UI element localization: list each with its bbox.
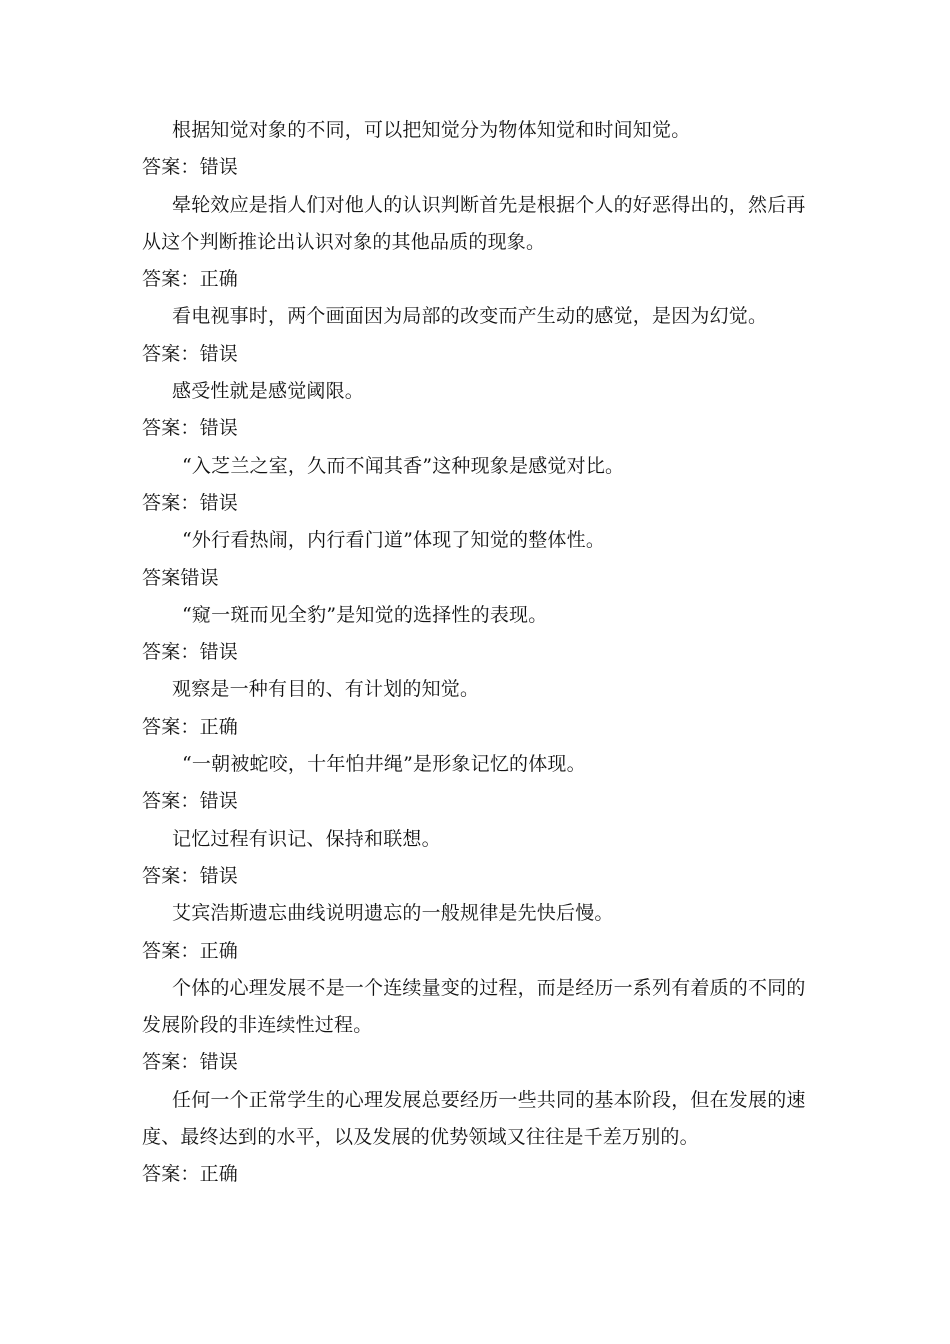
question-text-continued: 从这个判断推论出认识对象的其他品质的现象。 (142, 230, 546, 253)
answer: 答案：错误 (142, 864, 239, 887)
qa-item (142, 522, 806, 597)
answer: 答案：错误 (142, 1051, 239, 1074)
answer: 答案：错误 (142, 156, 239, 179)
question (142, 1082, 806, 1157)
answer: 答案：错误 (142, 641, 239, 664)
answer: 答案：错误 (142, 342, 239, 365)
question-text: “一朝被蛇咬，十年怕井绳”是形象记忆的体现。 (182, 753, 586, 776)
question-text: 根据知觉对象的不同，可以把知觉分为物体知觉和时间知觉。 (172, 119, 691, 141)
answer: 答案：错误 (142, 790, 239, 813)
qa-item (142, 187, 806, 299)
question-text: 看电视事时，两个画面因为局部的改变而产生动的感觉，是因为幻觉。 (172, 305, 768, 328)
qa-item (142, 821, 806, 896)
qa-item (142, 671, 806, 746)
question (142, 112, 806, 149)
answer: 答案：正确 (142, 715, 239, 738)
answer: 答案错误 (142, 566, 219, 589)
answer: 答案：正确 (142, 939, 239, 962)
qa-item (142, 895, 806, 970)
question-text: 个体的心理发展不是一个连续量变的过程，而是经历一系列有着质的不同的 (172, 976, 806, 999)
question-text: “入芝兰之室，久而不闻其香”这种现象是感觉对比。 (182, 454, 625, 477)
question (142, 821, 806, 858)
question-text: “窥一斑而见全豹”是知觉的选择性的表现。 (182, 603, 548, 626)
qa-item (142, 112, 806, 187)
question-text: 记忆过程有识记、保持和联想。 (172, 827, 441, 850)
qa-list (142, 112, 806, 1194)
answer: 答案：正确 (142, 268, 239, 291)
question (142, 597, 806, 634)
question (142, 448, 806, 485)
question (142, 522, 806, 559)
qa-item (142, 1082, 806, 1194)
answer: 答案：正确 (142, 1163, 239, 1186)
question-text-continued: 发展阶段的非连续性过程。 (142, 1014, 373, 1037)
qa-item (142, 448, 806, 523)
question (142, 187, 806, 262)
question-text: 观察是一种有目的、有计划的知觉。 (172, 678, 480, 701)
question-text: 艾宾浩斯遗忘曲线说明遗忘的一般规律是先快后慢。 (172, 902, 614, 925)
question (142, 970, 806, 1045)
qa-item (142, 597, 806, 672)
question (142, 895, 806, 932)
question (142, 746, 806, 783)
answer: 答案：错误 (142, 491, 239, 514)
question-text: 晕轮效应是指人们对他人的认识判断首先是根据个人的好恶得出的，然后再 (172, 193, 806, 216)
question-text-continued: 度、最终达到的水平，以及发展的优势领域又往往是千差万别的。 (142, 1126, 699, 1149)
answer: 答案：错误 (142, 417, 239, 440)
qa-item (142, 373, 806, 448)
question-text: “外行看热闹，内行看门道”体现了知觉的整体性。 (182, 529, 606, 552)
question (142, 298, 806, 335)
qa-item (142, 970, 806, 1082)
question-text: 任何一个正常学生的心理发展总要经历一些共同的基本阶段，但在发展的速 (172, 1088, 806, 1111)
qa-item (142, 746, 806, 821)
question-text: 感受性就是感觉阈限。 (172, 380, 365, 403)
question (142, 373, 806, 410)
question (142, 671, 806, 708)
qa-item (142, 298, 806, 373)
